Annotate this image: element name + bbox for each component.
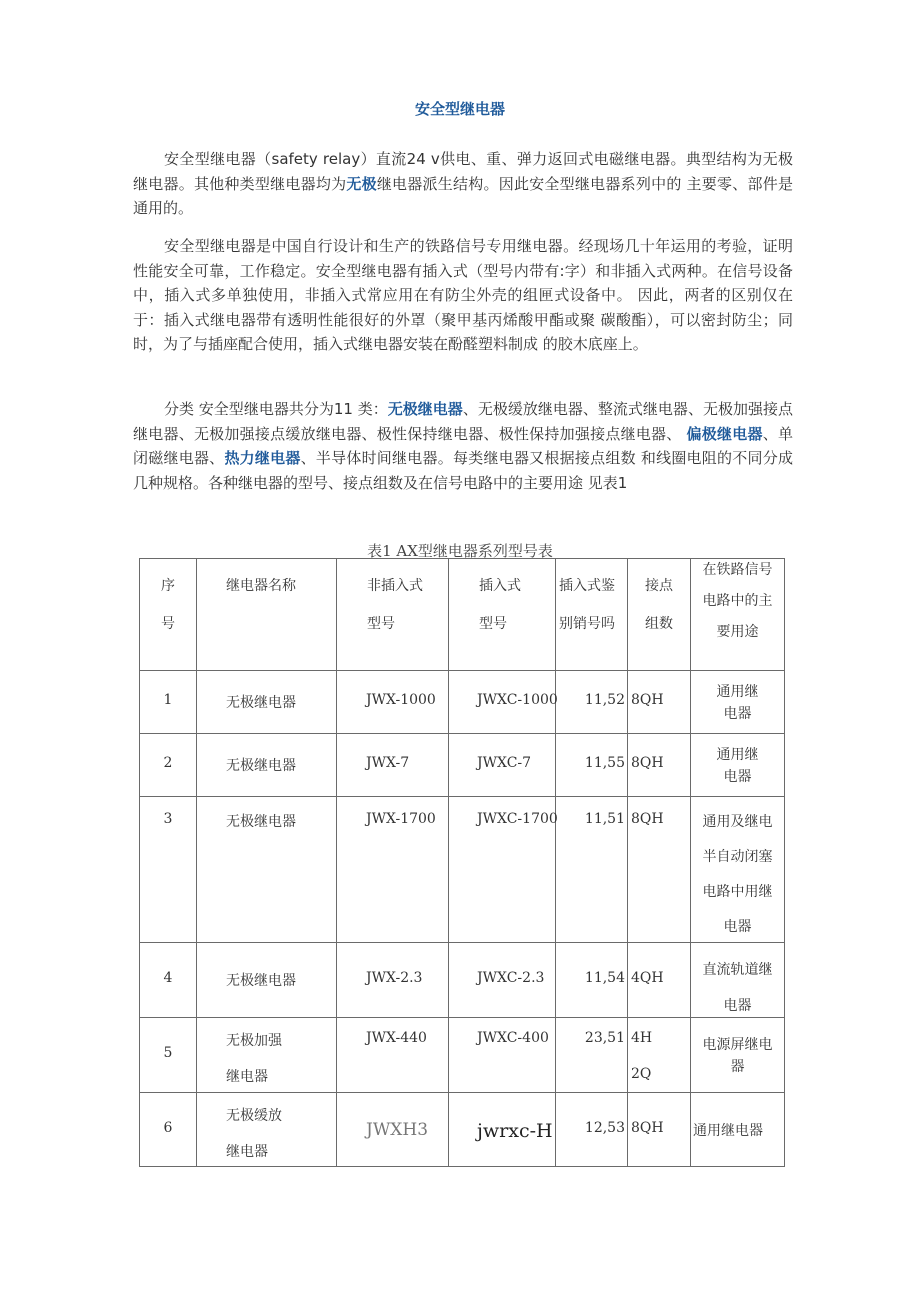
cell-seq-line: 1 <box>163 692 173 708</box>
cell-content <box>556 1018 627 1092</box>
cell-contacts-line: 4H <box>631 1030 653 1046</box>
cell-name <box>197 1018 337 1093</box>
cell-usage-line: 器 <box>730 1059 745 1075</box>
cell-noninsert-line: JWXH3 <box>366 1119 429 1140</box>
cell-pin-line: 11,55 <box>584 755 625 771</box>
text: 安全型继电器（safety relay）直流24 v供电、重、弹力返回式电磁继电器。典型结构为无极继电器。其他种类型继电器均为 <box>133 150 793 193</box>
header-seq-line: 序 <box>161 578 175 594</box>
cell-contacts-line: 8QH <box>631 755 664 771</box>
cell-content <box>691 671 784 733</box>
cell-contacts <box>628 797 691 943</box>
header-usage-line: 电路中的主 <box>702 593 773 609</box>
cell-noninsert-line: JWX-440 <box>366 1030 427 1046</box>
header-pin <box>556 559 628 671</box>
cell-seq <box>140 734 197 797</box>
cell-content <box>556 943 627 1017</box>
cell-insert-line: jwrxc-H <box>477 1119 553 1142</box>
cell-content <box>449 1018 555 1092</box>
cell-content <box>449 734 555 796</box>
cell-content <box>140 559 196 670</box>
cell-usage-line: 半自动闭塞 <box>702 849 773 865</box>
cell-seq <box>140 1093 197 1167</box>
cell-noninsert <box>337 671 449 734</box>
cell-insert <box>449 943 556 1018</box>
cell-content <box>556 671 627 733</box>
cell-noninsert-line: JWX-1000 <box>366 692 436 708</box>
cell-content <box>628 943 690 1017</box>
cell-content <box>449 943 555 1017</box>
cell-noninsert <box>337 943 449 1018</box>
cell-pin-line: 11,54 <box>584 970 625 986</box>
cell-content <box>197 671 336 733</box>
cell-content <box>628 734 690 796</box>
cell-content <box>556 1093 627 1166</box>
text: 继电器派生结构。因此安全型继电器系列中的 主要零、部件是通用的。 <box>133 174 793 218</box>
header-name <box>197 559 337 671</box>
cell-pin <box>556 734 628 797</box>
cell-name-line: 无极继电器 <box>226 695 296 711</box>
cell-name-line: 无极缓放 <box>226 1108 282 1124</box>
text: 、无极缓放继电器、整流式继电器、无极加强接点继电器、无极加强接点缓放继电器、极性保持继电器、极性保持加强接点继电器、 <box>133 400 793 443</box>
cell-contacts-line: 8QH <box>631 692 664 708</box>
header-usage <box>691 559 785 671</box>
cell-insert <box>449 734 556 797</box>
header-seq <box>140 559 197 671</box>
page-title: 安全型继电器 <box>414 100 505 118</box>
cell-insert <box>449 1093 556 1167</box>
cell-content <box>337 671 448 733</box>
cell-insert <box>449 671 556 734</box>
cell-content <box>628 1093 690 1166</box>
header-insert-line: 型号 <box>479 616 507 632</box>
table-row <box>140 671 785 734</box>
header-noninsert-line: 型号 <box>367 616 395 632</box>
cell-usage-line: 电器 <box>723 919 752 935</box>
cell-pin <box>556 943 628 1018</box>
cell-usage-line: 电器 <box>723 706 752 722</box>
cell-pin <box>556 671 628 734</box>
table-row <box>140 797 785 943</box>
cell-usage <box>691 943 785 1018</box>
header-contacts-line: 接点 <box>645 578 673 594</box>
cell-content <box>691 559 784 670</box>
cell-content <box>197 1018 336 1092</box>
cell-seq-line: 2 <box>163 755 173 771</box>
table-row <box>140 1093 785 1167</box>
cell-noninsert <box>337 734 449 797</box>
cell-contacts <box>628 671 691 734</box>
cell-insert-line: JWXC-400 <box>477 1030 549 1046</box>
header-noninsert-line: 非插入式 <box>367 578 423 594</box>
cell-seq <box>140 671 197 734</box>
cell-content <box>337 797 448 942</box>
cell-content <box>449 671 558 733</box>
cell-content <box>337 1093 448 1166</box>
cell-pin-line: 12,53 <box>584 1119 625 1136</box>
cell-seq-line: 3 <box>163 811 173 827</box>
cell-insert <box>449 1018 556 1093</box>
cell-seq <box>140 797 197 943</box>
cell-content <box>140 797 196 942</box>
cell-content <box>140 1093 196 1166</box>
cell-contacts-line: 2Q <box>631 1066 652 1082</box>
keyword-link[interactable]: 偏极继电器 <box>686 424 763 443</box>
cell-pin-line: 11,51 <box>584 811 625 827</box>
cell-pin-line: 23,51 <box>584 1030 625 1046</box>
cell-usage <box>691 1018 785 1093</box>
cell-seq <box>140 943 197 1018</box>
cell-content <box>691 943 784 1017</box>
cell-name <box>197 671 337 734</box>
cell-content <box>691 734 784 796</box>
cell-name-line: 无极加强 <box>226 1033 282 1049</box>
cell-noninsert-line: JWX-2.3 <box>366 970 423 986</box>
cell-content <box>556 559 627 670</box>
cell-usage <box>691 671 785 734</box>
cell-content <box>628 797 690 942</box>
cell-content <box>691 1018 784 1092</box>
cell-usage-line: 通用及继电 <box>702 814 773 830</box>
keyword-link[interactable]: 无极继电器 <box>387 400 463 418</box>
header-insert <box>449 559 556 671</box>
cell-insert-line: JWXC-7 <box>477 755 532 771</box>
cell-usage-line: 通用继 <box>716 747 759 763</box>
header-pin-line: 插入式鉴 <box>559 578 615 594</box>
cell-content <box>140 671 196 733</box>
cell-insert-line: JWXC-1000 <box>477 692 558 708</box>
cell-content <box>556 797 627 942</box>
cell-usage <box>691 797 785 943</box>
cell-content <box>556 734 627 796</box>
keyword-link[interactable]: 热力继电器 <box>224 449 301 468</box>
cell-contacts-line: 4QH <box>631 970 664 986</box>
cell-content <box>449 797 558 942</box>
table-row <box>140 734 785 797</box>
cell-contacts <box>628 943 691 1018</box>
cell-contacts-line: 8QH <box>631 1119 664 1136</box>
header-pin-line: 别销号吗 <box>559 616 615 632</box>
text: 、半导体时间继电器。每类继电器又根据接点组数 和线圈电阻的不同分成几种规格。各种继电器的型号、接点组数及在信号电路中的主要用途 见表1 <box>133 449 793 492</box>
cell-usage-line: 直流轨道继 <box>702 962 773 978</box>
cell-noninsert-line: JWX-7 <box>366 755 410 771</box>
cell-content <box>140 943 196 1017</box>
cell-content <box>197 943 336 1017</box>
cell-name-line: 无极继电器 <box>226 758 296 774</box>
paragraph-history: 安全型继电器是中国自行设计和生产的铁路信号专用继电器。经现场几十年运用的考验，证明性能安全可靠，工作稳定。安全型继电器有插入式（型号内带有:字）和非插入式两种。在信号设备中，插入式多单独使用，非插入式常应用在有防尘外壳的组匣式设备中。 因此，两者的区别仅在于：插入式继电器带有透明性能很好的外罩（聚甲基丙烯酸甲酯或聚 碳酸酯），可以密封防尘；同时，为了与插座配合使用，插入式继电器安装在酚醛塑料制成 的胶木底座上。 <box>133 237 793 354</box>
cell-usage-line: 通用继 <box>716 684 759 700</box>
cell-content <box>691 1093 784 1166</box>
cell-usage <box>691 734 785 797</box>
cell-content <box>337 734 448 796</box>
cell-name <box>197 1093 337 1167</box>
cell-seq-line: 4 <box>163 970 173 986</box>
cell-content <box>140 1018 196 1092</box>
cell-content <box>628 671 690 733</box>
cell-content <box>337 1018 448 1092</box>
cell-contacts <box>628 1018 691 1093</box>
paragraph-intro <box>133 147 793 221</box>
header-noninsert <box>337 559 449 671</box>
cell-contacts <box>628 1093 691 1167</box>
cell-content <box>197 797 336 942</box>
cell-name-line: 继电器 <box>226 1069 268 1085</box>
cell-seq <box>140 1018 197 1093</box>
cell-content <box>197 1093 336 1166</box>
cell-content <box>449 1093 555 1166</box>
text: 、单闭磁继电器、 <box>133 424 793 468</box>
cell-usage-line: 电路中用继 <box>702 884 773 900</box>
header-name-line: 继电器名称 <box>226 578 296 594</box>
table-header-row <box>140 559 785 671</box>
cell-noninsert-line: JWX-1700 <box>366 811 436 827</box>
header-contacts-line: 组数 <box>645 616 673 632</box>
cell-insert-line: JWXC-1700 <box>477 811 558 827</box>
cell-content <box>337 943 448 1017</box>
table-row <box>140 943 785 1018</box>
cell-usage-line: 通用继电器 <box>693 1122 763 1139</box>
cell-pin <box>556 1018 628 1093</box>
cell-content <box>140 734 196 796</box>
table-row <box>140 1018 785 1093</box>
cell-content <box>449 559 555 670</box>
cell-name-line: 继电器 <box>226 1144 268 1160</box>
cell-seq-line: 6 <box>163 1119 173 1136</box>
cell-name-line: 无极继电器 <box>226 814 296 830</box>
cell-pin-line: 11,52 <box>584 692 625 708</box>
cell-contacts-line: 8QH <box>631 811 664 827</box>
cell-pin <box>556 797 628 943</box>
cell-name <box>197 943 337 1018</box>
cell-name <box>197 797 337 943</box>
header-insert-line: 插入式 <box>479 578 521 594</box>
relay-table <box>139 558 785 1167</box>
cell-content <box>197 734 336 796</box>
cell-usage-line: 电器 <box>723 998 752 1014</box>
header-usage-line: 在铁路信号 <box>702 562 773 578</box>
cell-insert-line: JWXC-2.3 <box>477 970 545 986</box>
cell-name <box>197 734 337 797</box>
cell-seq-line: 5 <box>163 1045 173 1061</box>
cell-usage <box>691 1093 785 1167</box>
cell-noninsert <box>337 1018 449 1093</box>
table-caption: 表1 AX型继电器系列型号表 <box>367 542 553 560</box>
header-contacts <box>628 559 691 671</box>
cell-content <box>628 1018 690 1092</box>
cell-content <box>197 559 336 670</box>
paragraph-classification <box>133 397 793 495</box>
header-seq-line: 号 <box>161 616 175 632</box>
cell-usage-line: 电源屏继电 <box>702 1037 773 1053</box>
cell-content <box>691 797 784 942</box>
text: 分类 安全型继电器共分为11 类： <box>164 400 388 418</box>
header-usage-line: 要用途 <box>716 624 759 640</box>
keyword-link[interactable]: 无极 <box>346 174 377 193</box>
cell-content <box>337 559 448 670</box>
cell-usage-line: 电器 <box>723 769 752 785</box>
cell-pin <box>556 1093 628 1167</box>
cell-noninsert <box>337 797 449 943</box>
cell-name-line: 无极继电器 <box>226 973 296 989</box>
cell-insert <box>449 797 556 943</box>
cell-contacts <box>628 734 691 797</box>
cell-content <box>628 559 690 670</box>
cell-noninsert <box>337 1093 449 1167</box>
